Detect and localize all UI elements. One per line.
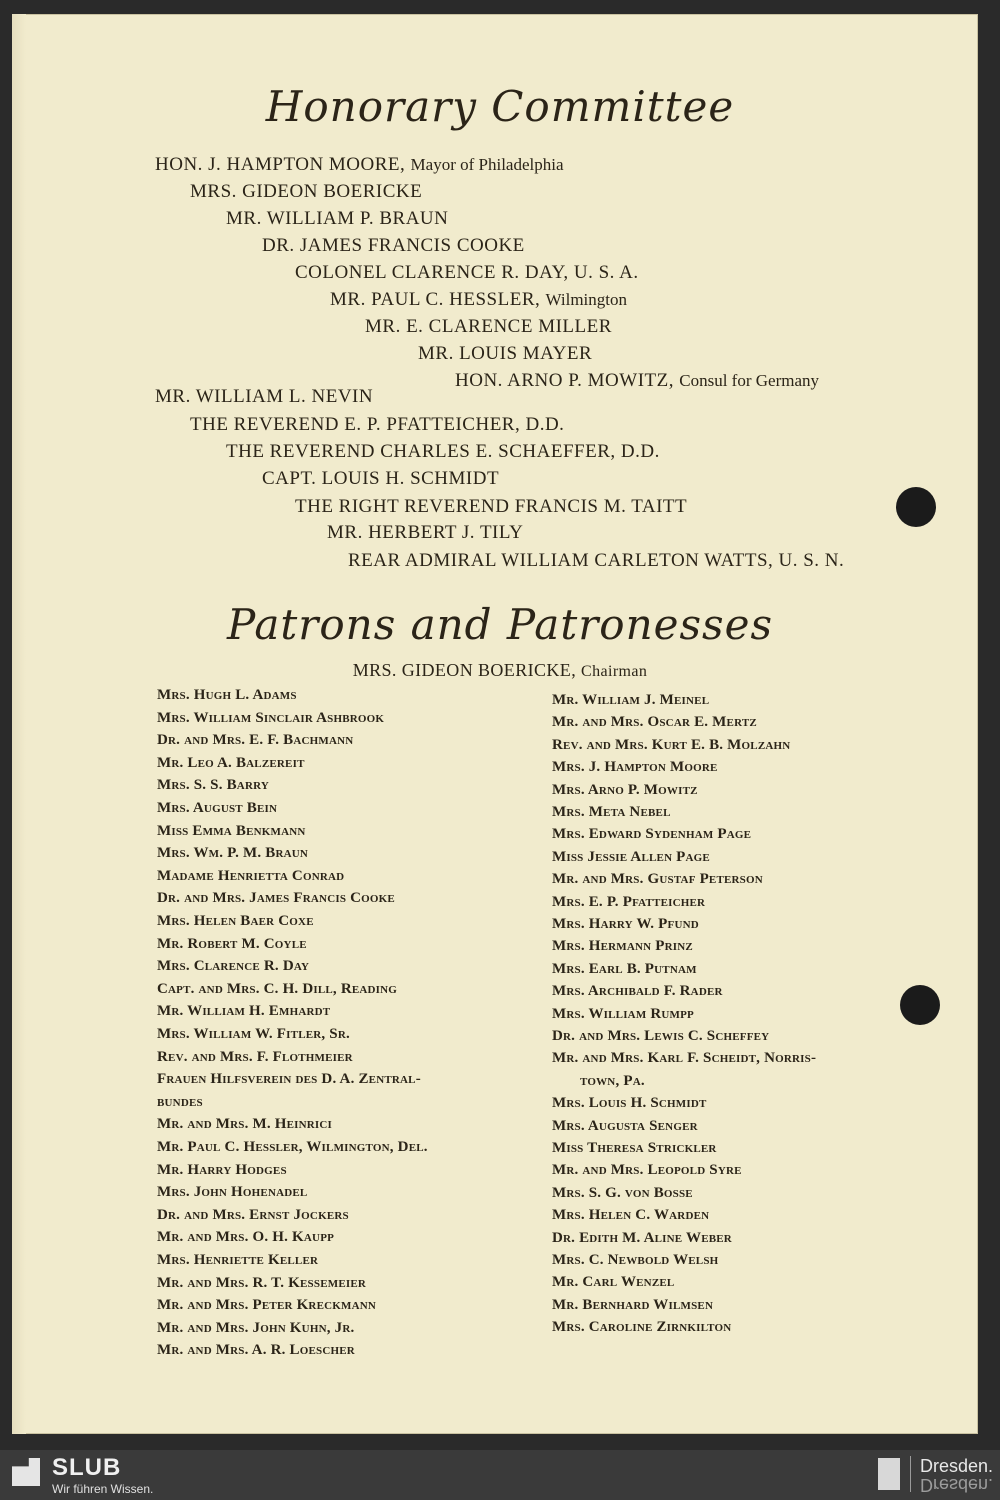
committee-member: MR. HERBERT J. TILY [327,522,524,543]
committee-member: DR. JAMES FRANCIS COOKE [262,235,525,256]
committee-member: MRS. GIDEON BOERICKE [190,181,423,202]
committee-member: THE REVEREND CHARLES E. SCHAEFFER, D.D. [226,441,660,462]
honorary-committee-title: Honorary Committee [265,82,735,131]
patron-entry: Mrs. Clarence R. Day [157,958,310,975]
patron-entry: Mrs. William Sinclair Ashbrook [157,709,385,726]
committee-member: MR. PAUL C. HESSLER, Wilmington [330,289,627,310]
patron-entry: Dr. and Mrs. Lewis C. Scheffey [552,1028,770,1044]
slub-logo-icon [12,1458,40,1486]
dresden-crest-icon [878,1458,900,1490]
patron-entry: Mrs. S. S. Barry [157,777,269,794]
patron-entry: Mrs. Caroline Zirnkilton [552,1319,732,1336]
patron-entry: Mrs. Wm. P. M. Braun [157,845,309,862]
patron-entry: Mr. Leo A. Balzereit [157,754,305,771]
patron-entry: Dr. and Mrs. Ernst Jockers [157,1206,349,1223]
patron-entry: Mrs. Helen Baer Coxe [157,913,314,929]
committee-member: THE REVEREND E. P. PFATTEICHER, D.D. [190,414,565,435]
punch-hole [900,985,940,1025]
slub-name[interactable]: SLUB [52,1454,122,1481]
patron-entry: Capt. and Mrs. C. H. Dill, Reading [157,980,398,997]
patron-entry: Mrs. Meta Nebel [552,804,671,820]
committee-member: MR. WILLIAM L. NEVIN [155,386,374,407]
patron-entry: Mrs. Helen C. Warden [552,1207,710,1224]
patron-entry: Mr. and Mrs. O. H. Kaupp [157,1229,335,1246]
patron-entry: Mrs. John Hohenadel [157,1184,308,1201]
patron-entry: Mr. Paul C. Hessler, Wilmington, Del. [157,1139,428,1155]
patron-entry: Mrs. C. Newbold Welsh [552,1252,719,1268]
patron-entry: Mrs. Louis H. Schmidt [552,1095,707,1112]
patron-entry: Rev. and Mrs. F. Flothmeier [157,1048,353,1065]
patron-entry: Mrs. Earl B. Putnam [552,960,697,977]
committee-member: MR. WILLIAM P. BRAUN [226,208,449,229]
patron-entry: Mrs. William Rumpp [552,1005,694,1022]
patron-entry: Mrs. Archibald F. Rader [552,983,723,1000]
patron-entry: Mr. and Mrs. Oscar E. Mertz [552,714,757,731]
patron-entry: Mrs. Harry W. Pfund [552,916,699,932]
committee-member: REAR ADMIRAL WILLIAM CARLETON WATTS, U. S. N. [348,550,845,571]
patron-entry: bundes [157,1093,203,1110]
patron-entry: Dr. and Mrs. E. F. Bachmann [157,732,354,749]
patron-entry: town, Pa. [580,1072,645,1089]
patron-entry: Madame Henrietta Conrad [157,867,345,884]
footer-bar [0,1450,1000,1500]
committee-member: THE RIGHT REVEREND FRANCIS M. TAITT [295,496,688,517]
dresden-logo-text[interactable]: Dresden. [920,1456,994,1476]
patron-entry: Dr. Edith M. Aline Weber [552,1229,732,1246]
punch-hole [896,487,936,527]
patron-entry: Mrs. S. G. von Bosse [552,1184,693,1201]
patron-entry: Mrs. J. Hampton Moore [552,759,718,776]
patron-entry: Mr. Bernhard Wilmsen [552,1296,714,1313]
divider [910,1456,911,1492]
chairman-line: MRS. GIDEON BOERICKE, Chairman [352,660,648,680]
committee-member: MR. LOUIS MAYER [418,343,593,364]
patron-entry: Mr. and Mrs. M. Heinrici [157,1116,333,1133]
patron-entry: Mr. and Mrs. R. T. Kessemeier [157,1274,367,1291]
patron-entry: Mr. Carl Wenzel [552,1274,675,1291]
patron-entry: Mr. and Mrs. Karl F. Scheidt, Norris- [552,1050,817,1067]
committee-member: HON. J. HAMPTON MOORE, Mayor of Philadelphia [155,154,564,175]
patron-entry: Mr. Robert M. Coyle [157,935,307,952]
dresden-logo-reflection: Dresden. [920,1475,994,1495]
patron-entry: Mrs. Arno P. Mowitz [552,781,698,798]
patron-entry: Mr. Harry Hodges [157,1161,287,1178]
patron-entry: Miss Jessie Allen Page [552,848,710,865]
patron-entry: Mr. and Mrs. Leopold Syre [552,1162,742,1179]
patron-entry: Mrs. Hermann Prinz [552,938,693,955]
committee-member: CAPT. LOUIS H. SCHMIDT [262,468,500,489]
patron-entry: Mr. William H. Emhardt [157,1003,331,1020]
patron-entry: Mrs. Augusta Senger [552,1117,698,1134]
patron-entry: Rev. and Mrs. Kurt E. B. Molzahn [552,736,791,753]
patron-entry: Mr. and Mrs. A. R. Loescher [157,1342,355,1359]
committee-member: MR. E. CLARENCE MILLER [365,316,612,337]
patron-entry: Miss Theresa Strickler [552,1140,717,1156]
patron-entry: Mrs. E. P. Pfatteicher [552,893,706,910]
committee-member: HON. ARNO P. MOWITZ, Consul for Germany [455,370,820,391]
patron-entry: Mr. and Mrs. Peter Kreckmann [157,1297,377,1314]
patron-entry: Frauen Hilfsverein des D. A. Zentral- [157,1071,421,1088]
patron-entry: Mr. William J. Meinel [552,692,710,708]
patron-entry: Mrs. Edward Sydenham Page [552,826,752,843]
patron-entry: Mr. and Mrs. John Kuhn, Jr. [157,1319,355,1336]
slub-tagline: Wir führen Wissen. [52,1482,154,1496]
patron-entry: Mrs. Henriette Keller [157,1252,319,1268]
committee-member: COLONEL CLARENCE R. DAY, U. S. A. [295,262,639,283]
patron-entry: Miss Emma Benkmann [157,822,306,839]
patron-entry: Mrs. August Bein [157,800,278,816]
patron-entry: Dr. and Mrs. James Francis Cooke [157,890,395,907]
patrons-title: Patrons and Patronesses [226,600,773,649]
patron-entry: Mrs. Hugh L. Adams [157,687,297,703]
patron-entry: Mrs. William W. Fitler, Sr. [157,1026,350,1042]
patron-entry: Mr. and Mrs. Gustaf Peterson [552,871,763,888]
